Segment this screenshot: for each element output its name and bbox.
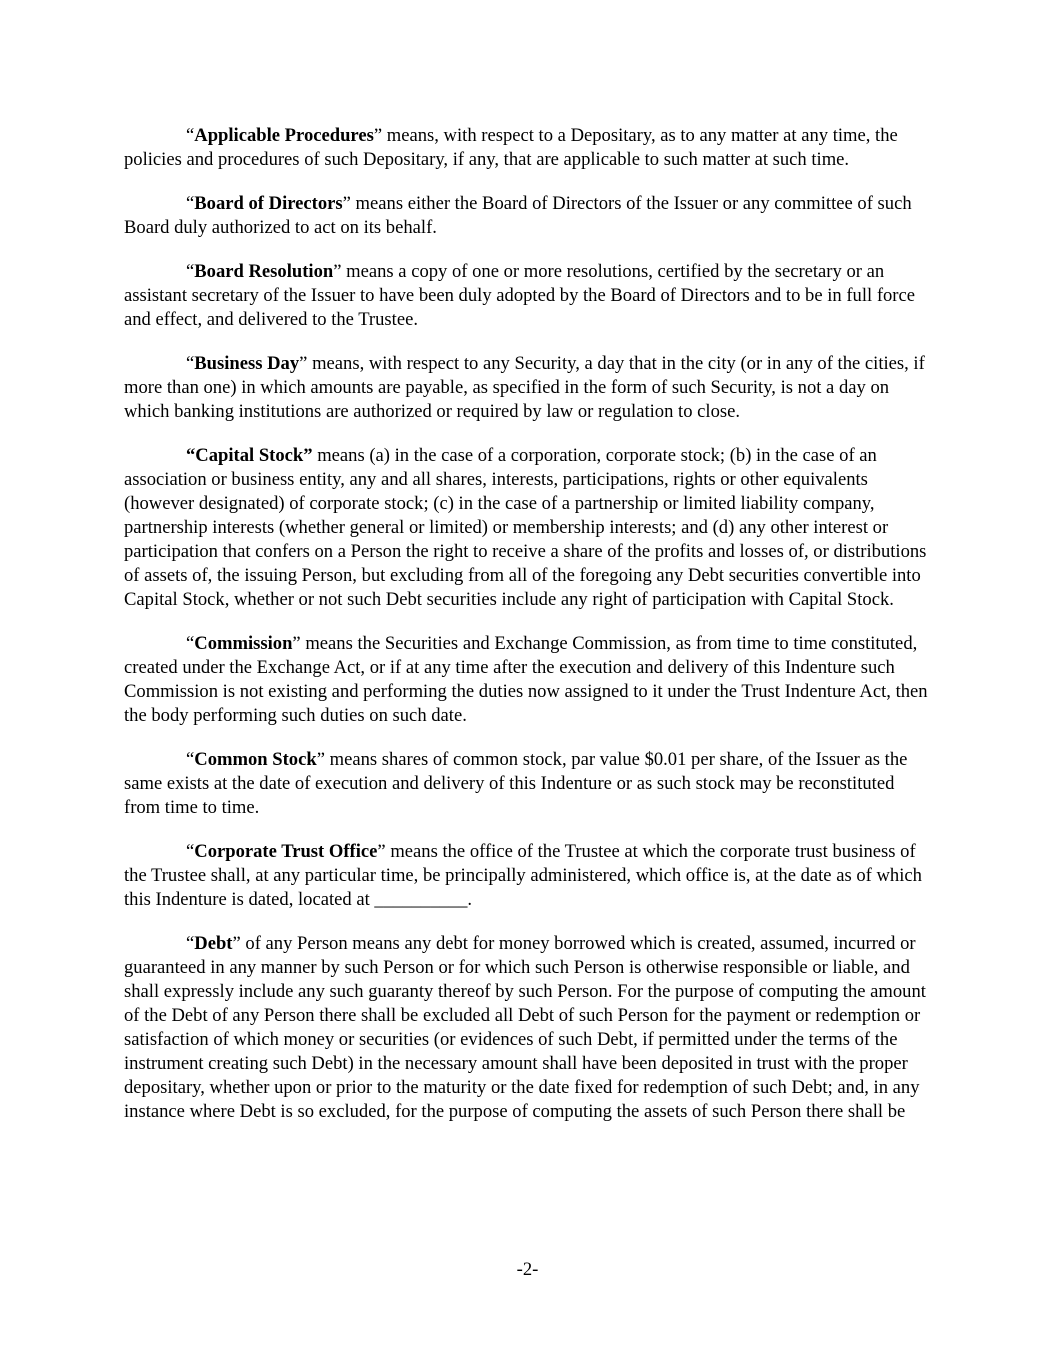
open-quote: “	[186, 933, 195, 954]
open-quote: “	[186, 749, 195, 770]
definition-business-day	[124, 352, 932, 424]
document-page	[124, 124, 932, 1144]
definition-applicable-procedures	[124, 124, 932, 172]
defined-term: Applicable Procedures	[194, 125, 374, 146]
open-quote: “	[186, 261, 195, 282]
defined-term: Board of Directors	[194, 193, 343, 214]
definition-text: means the office of the Trustee at which the corporate trust business of the Trustee shall, at any particular time, be principally administered, which office is, at the date as of which this Indenture is dated, located at __________.	[124, 841, 922, 910]
close-quote: ”	[333, 261, 342, 282]
defined-term: Commission	[194, 633, 293, 654]
page-number: -2-	[516, 1259, 539, 1280]
definition-text: of any Person means any debt for money borrowed which is created, assumed, incurred or guaranteed in any manner by such Person or for which such Person is otherwise responsible or liable, and shall expressly include any such guaranty thereof by such Person. For the purpose of computing the amount of the Debt of any Person there shall be excluded all Debt of such Person for the payment or redemption or satisfaction of which money or securities (or evidences of such Debt, if permitted under the terms of the instrument creating such Debt) in the necessary amount shall have been deposited in trust with the proper depositary, whether upon or prior to the maturity or the date fixed for redemption of such Debt; and, in any instance where Debt is so excluded, for the purpose of computing the assets of such Person there shall be	[124, 933, 926, 1122]
definition-text: means a copy of one or more resolutions, certified by the secretary or an assistant secretary of the Issuer to have been duly adopted by the Board of Directors and to be in full force and effect, and delivered to the Trustee.	[124, 261, 916, 330]
close-quote: ”	[316, 749, 325, 770]
close-quote: ”	[292, 633, 301, 654]
close-quote: ”	[373, 125, 383, 146]
definition-common-stock	[124, 748, 932, 820]
definition-text: means either the Board of Directors of the Issuer or any committee of such Board duly authorized to act on its behalf.	[124, 193, 912, 238]
close-quote: ”	[232, 933, 241, 954]
definition-text: means, with respect to any Security, a day that in the city (or in any of the cities, if more than one) in which amounts are payable, as specified in the form of such Security, is not a day on which banking institutions are authorized or required by law or regulation to close.	[124, 353, 925, 422]
definition-commission	[124, 632, 932, 728]
close-quote: ”	[342, 193, 351, 214]
defined-term: Business Day	[194, 353, 300, 374]
definition-board-resolution	[124, 260, 932, 332]
open-quote: “	[186, 841, 195, 862]
defined-term: Board Resolution	[194, 261, 334, 282]
definition-corporate-trust-office	[124, 840, 932, 912]
defined-term: Corporate Trust Office	[194, 841, 378, 862]
close-quote: ”	[299, 353, 308, 374]
defined-term: “Capital Stock”	[186, 445, 313, 466]
open-quote: “	[186, 353, 195, 374]
close-quote: ”	[377, 841, 386, 862]
definition-board-of-directors	[124, 192, 932, 240]
definition-capital-stock	[124, 444, 932, 612]
open-quote: “	[186, 193, 195, 214]
definition-debt	[124, 932, 932, 1124]
open-quote: “	[186, 633, 195, 654]
defined-term: Debt	[194, 933, 233, 954]
definition-text: means shares of common stock, par value $0.01 per share, of the Issuer as the same exists at the date of execution and delivery of this Indenture or as such stock may be reconstituted from time to time.	[124, 749, 908, 818]
definition-text: means (a) in the case of a corporation, corporate stock; (b) in the case of an association or business entity, any and all shares, interests, participations, rights or other equivalents (however designated) of corporate stock; (c) in the case of a partnership or limited liability company, partnership interests (whether general or limited) or membership interests; and (d) any other interest or participation that confers on a Person the right to receive a share of the profits and losses of, or distributions of assets of, the issuing Person, but excluding from all of the foregoing any Debt securities convertible into Capital Stock, whether or not such Debt securities include any right of participation with Capital Stock.	[124, 445, 927, 610]
definition-text: means the Securities and Exchange Commission, as from time to time constituted, created under the Exchange Act, or if at any time after the execution and delivery of this Indenture such Commission is not existing and performing the duties now assigned to it under the Trust Indenture Act, then the body performing such duties on such date.	[124, 633, 928, 726]
open-quote: “	[186, 125, 195, 146]
definition-text: means, with respect to a Depositary, as to any matter at any time, the policies and procedures of such Depositary, if any, that are applicable to such matter at such time.	[124, 125, 898, 170]
defined-term: Common Stock	[194, 749, 317, 770]
